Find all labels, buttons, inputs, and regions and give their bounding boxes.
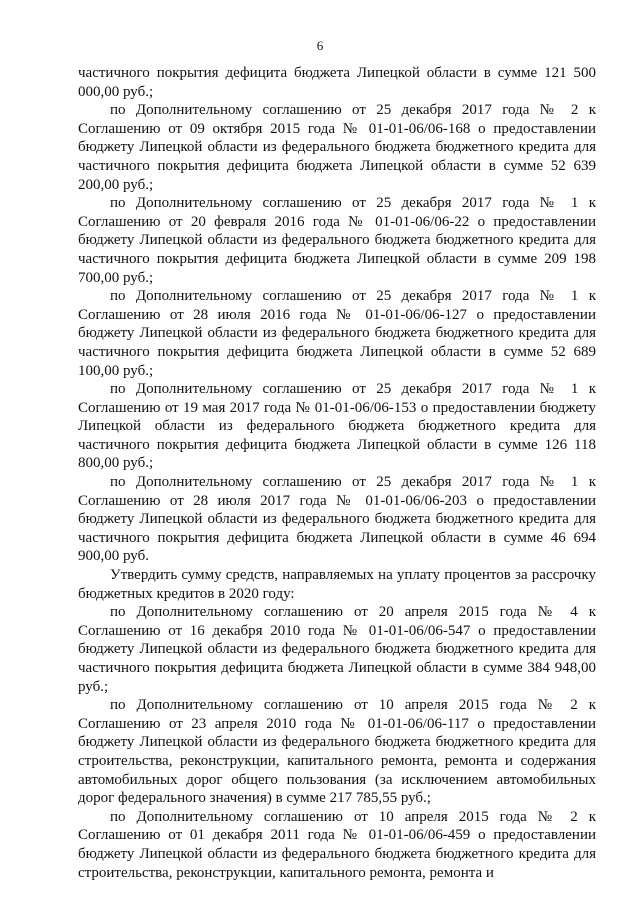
paragraph: по Дополнительному соглашению от 25 декабря 2017 года № 1 к Соглашению от 20 февраля 2016 года № 01-01-06/06-22 о предоставлении бюджету Липецкой области из федерального бюджета бюджетного кредита для частичного покрытия дефицита бюджета Липецкой области в сумме 209 198 700,00 руб.; (78, 195, 596, 286)
paragraph: по Дополнительному соглашению от 10 апреля 2015 года № 2 к Соглашению от 23 апреля 2010 года № 01-01-06/06-117 о предоставлении бюджету Липецкой области из федерального бюджета бюджетного кредита для строительства, реконструкции, капитального ремонта, ремонта и содержания автомобильных дорог общего пользования (за исключением автомобильных дорог федерального значения) в сумме 217 785,55 руб.; (78, 697, 596, 807)
paragraph: по Дополнительному соглашению от 25 декабря 2017 года № 2 к Соглашению от 09 октября 2015 года № 01-01-06/06-168 о предоставлении бюджету Липецкой области из федерального бюджета бюджетного кредита для частичного покрытия дефицита бюджета Липецкой области в сумме 52 639 200,00 руб.; (78, 102, 596, 193)
page-number: 6 (316, 38, 324, 53)
paragraph: по Дополнительному соглашению от 20 апреля 2015 года № 4 к Соглашению от 16 декабря 2010 года № 01-01-06/06-547 о предоставлении бюджету Липецкой области из федерального бюджета бюджетного кредита для частичного покрытия дефицита бюджета Липецкой области в сумме 384 948,00 руб.; (78, 604, 596, 695)
paragraph: Утвердить сумму средств, направляемых на уплату процентов за рассрочку бюджетных кредитов в 2020 году: (78, 567, 596, 602)
paragraph: по Дополнительному соглашению от 10 апреля 2015 года № 2 к Соглашению от 01 декабря 2011 года № 01-01-06/06-459 о предоставлении бюджету Липецкой области из федерального бюджета бюджетного кредита для строительства, реконструкции, капитального ремонта, ремонта и (78, 808, 596, 881)
paragraph: частичного покрытия дефицита бюджета Липецкой области в сумме 121 500 000,00 руб.; (78, 65, 596, 100)
paragraph: по Дополнительному соглашению от 25 декабря 2017 года № 1 к Соглашению от 28 июля 2017 года № 01-01-06/06-203 о предоставлении бюджету Липецкой области из федерального бюджета бюджетного кредита для частичного покрытия дефицита бюджета Липецкой области в сумме 46 694 900,00 руб. (78, 474, 596, 565)
paragraph: по Дополнительному соглашению от 25 декабря 2017 года № 1 к Соглашению от 28 июля 2016 года № 01-01-06/06-127 о предоставлении бюджету Липецкой области из федерального бюджета бюджетного кредита для частичного покрытия дефицита бюджета Липецкой области в сумме 52 689 100,00 руб.; (78, 288, 596, 379)
paragraph: по Дополнительному соглашению от 25 декабря 2017 года № 1 к Соглашению от 19 мая 2017 года № 01-01-06/06-153 о предоставлении бюджету Липецкой области из федерального бюджета бюджетного кредита для частичного покрытия дефицита бюджета Липецкой области в сумме 126 118 800,00 руб.; (78, 381, 596, 472)
document-text-body (78, 64, 596, 882)
